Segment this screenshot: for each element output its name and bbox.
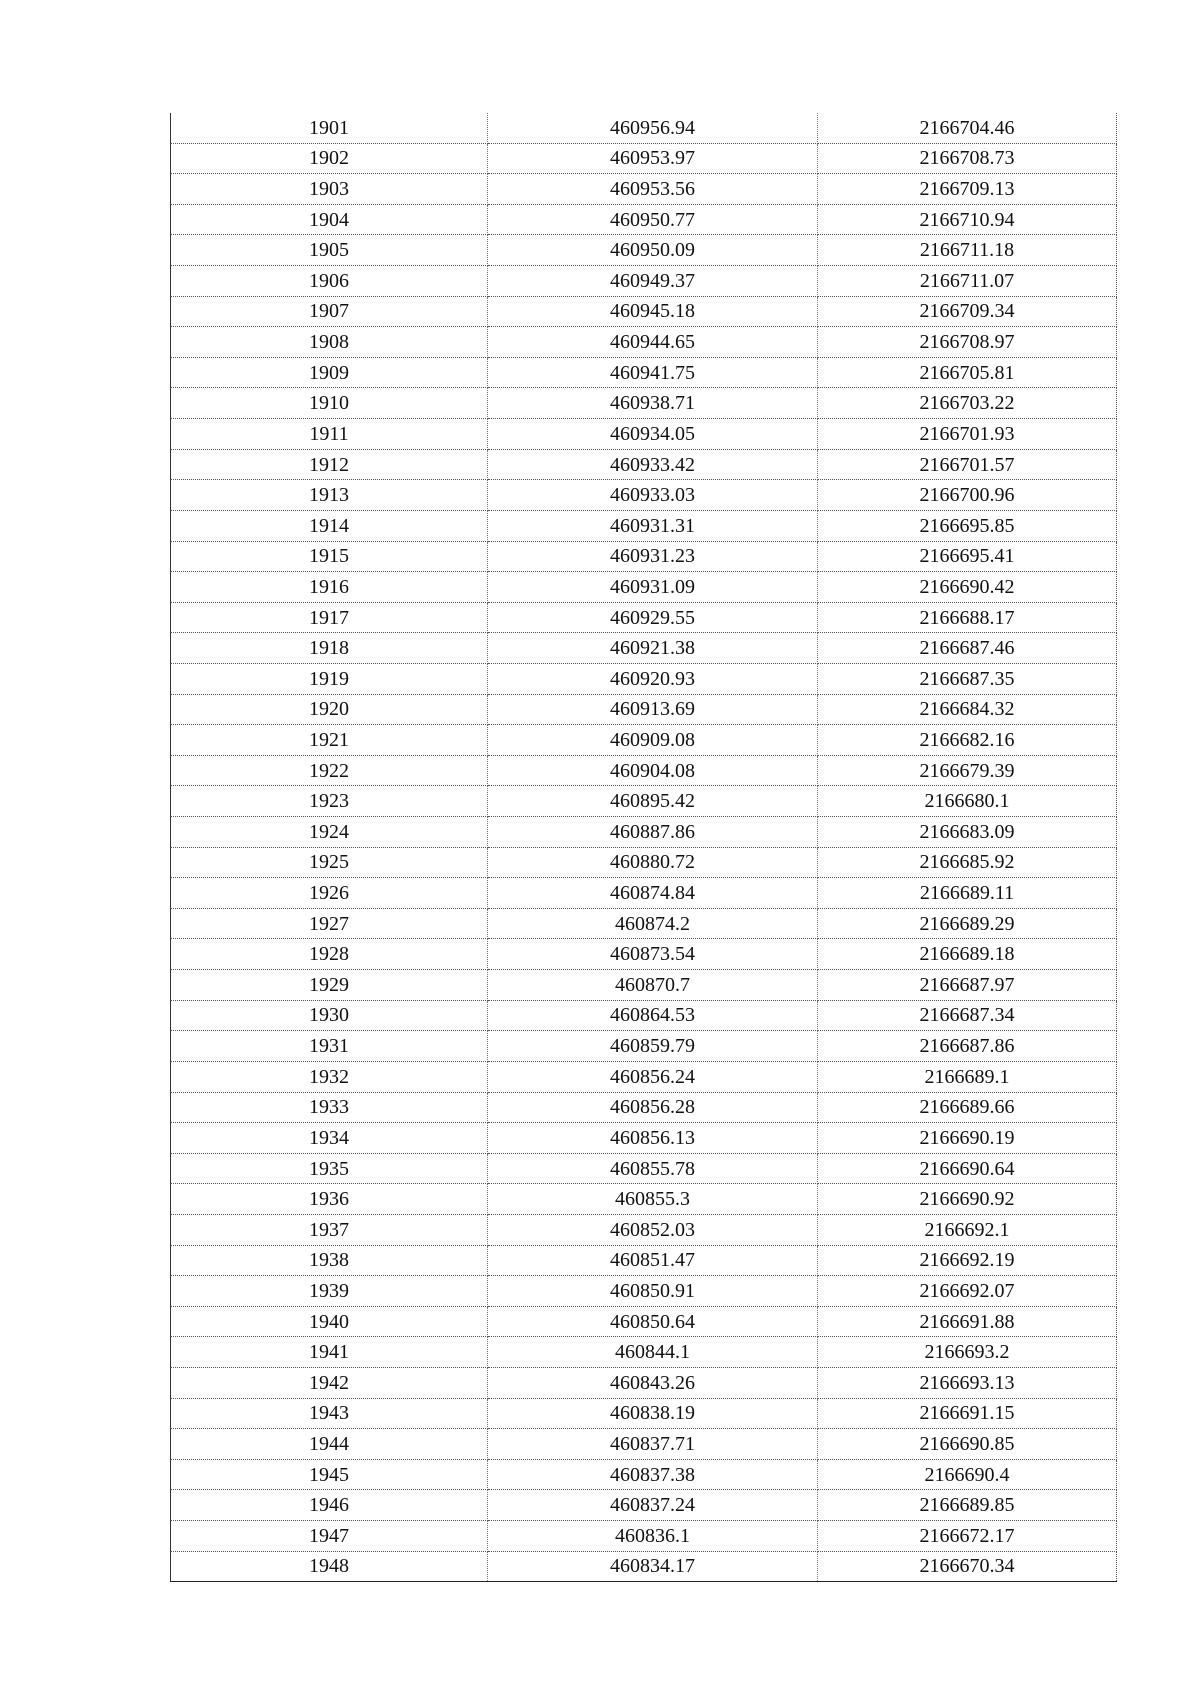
- y-coordinate-cell: 2166711.18: [818, 235, 1117, 266]
- x-coordinate-cell: 460931.31: [488, 510, 818, 541]
- y-coordinate-cell: 2166690.64: [818, 1153, 1117, 1184]
- y-coordinate-cell: 2166695.85: [818, 510, 1117, 541]
- x-coordinate-cell: 460929.55: [488, 602, 818, 633]
- table-row: [171, 1306, 1117, 1337]
- point-number-cell: 1923: [171, 786, 488, 817]
- table-row: [171, 1000, 1117, 1031]
- x-coordinate-cell: 460945.18: [488, 296, 818, 327]
- table-row: [171, 1061, 1117, 1092]
- y-coordinate-cell: 2166689.1: [818, 1061, 1117, 1092]
- y-coordinate-cell: 2166690.92: [818, 1184, 1117, 1215]
- point-number-cell: 1933: [171, 1092, 488, 1123]
- table-row: [171, 725, 1117, 756]
- table-row: [171, 1276, 1117, 1307]
- table-row: [171, 755, 1117, 786]
- x-coordinate-cell: 460834.17: [488, 1551, 818, 1582]
- x-coordinate-cell: 460859.79: [488, 1031, 818, 1062]
- table-row: [171, 1153, 1117, 1184]
- point-number-cell: 1944: [171, 1429, 488, 1460]
- point-number-cell: 1907: [171, 296, 488, 327]
- y-coordinate-cell: 2166690.4: [818, 1459, 1117, 1490]
- table-row: [171, 266, 1117, 297]
- y-coordinate-cell: 2166679.39: [818, 755, 1117, 786]
- x-coordinate-cell: 460850.64: [488, 1306, 818, 1337]
- y-coordinate-cell: 2166693.2: [818, 1337, 1117, 1368]
- point-number-cell: 1946: [171, 1490, 488, 1521]
- x-coordinate-cell: 460874.84: [488, 878, 818, 909]
- x-coordinate-cell: 460938.71: [488, 388, 818, 419]
- y-coordinate-cell: 2166687.35: [818, 663, 1117, 694]
- x-coordinate-cell: 460909.08: [488, 725, 818, 756]
- table-row: [171, 296, 1117, 327]
- y-coordinate-cell: 2166690.19: [818, 1123, 1117, 1154]
- table-row: [171, 1031, 1117, 1062]
- table-row: [171, 1214, 1117, 1245]
- table-row: [171, 1184, 1117, 1215]
- x-coordinate-cell: 460934.05: [488, 419, 818, 450]
- y-coordinate-cell: 2166684.32: [818, 694, 1117, 725]
- point-number-cell: 1916: [171, 572, 488, 603]
- coordinate-table-body: [171, 113, 1117, 1582]
- x-coordinate-cell: 460851.47: [488, 1245, 818, 1276]
- y-coordinate-cell: 2166709.34: [818, 296, 1117, 327]
- table-row: [171, 1092, 1117, 1123]
- x-coordinate-cell: 460931.23: [488, 541, 818, 572]
- x-coordinate-cell: 460837.38: [488, 1459, 818, 1490]
- x-coordinate-cell: 460856.24: [488, 1061, 818, 1092]
- x-coordinate-cell: 460864.53: [488, 1000, 818, 1031]
- point-number-cell: 1941: [171, 1337, 488, 1368]
- point-number-cell: 1939: [171, 1276, 488, 1307]
- table-row: [171, 1490, 1117, 1521]
- point-number-cell: 1927: [171, 908, 488, 939]
- x-coordinate-cell: 460950.77: [488, 204, 818, 235]
- x-coordinate-cell: 460895.42: [488, 786, 818, 817]
- x-coordinate-cell: 460933.03: [488, 480, 818, 511]
- y-coordinate-cell: 2166690.42: [818, 572, 1117, 603]
- point-number-cell: 1931: [171, 1031, 488, 1062]
- point-number-cell: 1919: [171, 663, 488, 694]
- point-number-cell: 1925: [171, 847, 488, 878]
- y-coordinate-cell: 2166704.46: [818, 113, 1117, 143]
- point-number-cell: 1947: [171, 1521, 488, 1552]
- table-row: [171, 572, 1117, 603]
- x-coordinate-cell: 460956.94: [488, 113, 818, 143]
- point-number-cell: 1934: [171, 1123, 488, 1154]
- table-row: [171, 174, 1117, 205]
- x-coordinate-cell: 460921.38: [488, 633, 818, 664]
- point-number-cell: 1905: [171, 235, 488, 266]
- point-number-cell: 1938: [171, 1245, 488, 1276]
- table-row: [171, 1123, 1117, 1154]
- x-coordinate-cell: 460838.19: [488, 1398, 818, 1429]
- point-number-cell: 1922: [171, 755, 488, 786]
- point-number-cell: 1942: [171, 1367, 488, 1398]
- point-number-cell: 1920: [171, 694, 488, 725]
- table-row: [171, 878, 1117, 909]
- table-row: [171, 143, 1117, 174]
- point-number-cell: 1917: [171, 602, 488, 633]
- table-row: [171, 357, 1117, 388]
- y-coordinate-cell: 2166692.19: [818, 1245, 1117, 1276]
- x-coordinate-cell: 460880.72: [488, 847, 818, 878]
- table-row: [171, 449, 1117, 480]
- point-number-cell: 1909: [171, 357, 488, 388]
- table-row: [171, 1337, 1117, 1368]
- x-coordinate-cell: 460844.1: [488, 1337, 818, 1368]
- y-coordinate-cell: 2166701.93: [818, 419, 1117, 450]
- point-number-cell: 1928: [171, 939, 488, 970]
- point-number-cell: 1908: [171, 327, 488, 358]
- x-coordinate-cell: 460887.86: [488, 817, 818, 848]
- y-coordinate-cell: 2166687.34: [818, 1000, 1117, 1031]
- point-number-cell: 1903: [171, 174, 488, 205]
- table-row: [171, 939, 1117, 970]
- y-coordinate-cell: 2166689.66: [818, 1092, 1117, 1123]
- table-row: [171, 970, 1117, 1001]
- table-row: [171, 327, 1117, 358]
- point-number-cell: 1945: [171, 1459, 488, 1490]
- point-number-cell: 1935: [171, 1153, 488, 1184]
- x-coordinate-cell: 460836.1: [488, 1521, 818, 1552]
- table-row: [171, 204, 1117, 235]
- x-coordinate-cell: 460920.93: [488, 663, 818, 694]
- table-row: [171, 633, 1117, 664]
- y-coordinate-cell: 2166670.34: [818, 1551, 1117, 1582]
- x-coordinate-cell: 460874.2: [488, 908, 818, 939]
- x-coordinate-cell: 460941.75: [488, 357, 818, 388]
- y-coordinate-cell: 2166700.96: [818, 480, 1117, 511]
- point-number-cell: 1913: [171, 480, 488, 511]
- table-row: [171, 113, 1117, 143]
- point-number-cell: 1936: [171, 1184, 488, 1215]
- table-row: [171, 663, 1117, 694]
- table-row: [171, 1459, 1117, 1490]
- point-number-cell: 1915: [171, 541, 488, 572]
- y-coordinate-cell: 2166691.15: [818, 1398, 1117, 1429]
- point-number-cell: 1914: [171, 510, 488, 541]
- y-coordinate-cell: 2166682.16: [818, 725, 1117, 756]
- table-row: [171, 817, 1117, 848]
- x-coordinate-cell: 460850.91: [488, 1276, 818, 1307]
- point-number-cell: 1912: [171, 449, 488, 480]
- point-number-cell: 1910: [171, 388, 488, 419]
- x-coordinate-cell: 460855.78: [488, 1153, 818, 1184]
- x-coordinate-cell: 460953.97: [488, 143, 818, 174]
- x-coordinate-cell: 460856.13: [488, 1123, 818, 1154]
- table-row: [171, 1521, 1117, 1552]
- y-coordinate-cell: 2166708.73: [818, 143, 1117, 174]
- table-row: [171, 1245, 1117, 1276]
- x-coordinate-cell: 460913.69: [488, 694, 818, 725]
- y-coordinate-cell: 2166693.13: [818, 1367, 1117, 1398]
- point-number-cell: 1948: [171, 1551, 488, 1582]
- point-number-cell: 1943: [171, 1398, 488, 1429]
- y-coordinate-cell: 2166711.07: [818, 266, 1117, 297]
- table-row: [171, 908, 1117, 939]
- x-coordinate-cell: 460852.03: [488, 1214, 818, 1245]
- table-row: [171, 1398, 1117, 1429]
- y-coordinate-cell: 2166695.41: [818, 541, 1117, 572]
- x-coordinate-cell: 460873.54: [488, 939, 818, 970]
- point-number-cell: 1929: [171, 970, 488, 1001]
- y-coordinate-cell: 2166689.11: [818, 878, 1117, 909]
- x-coordinate-cell: 460855.3: [488, 1184, 818, 1215]
- x-coordinate-cell: 460843.26: [488, 1367, 818, 1398]
- table-row: [171, 541, 1117, 572]
- table-row: [171, 602, 1117, 633]
- table-row: [171, 388, 1117, 419]
- point-number-cell: 1930: [171, 1000, 488, 1031]
- y-coordinate-cell: 2166680.1: [818, 786, 1117, 817]
- point-number-cell: 1918: [171, 633, 488, 664]
- x-coordinate-cell: 460837.71: [488, 1429, 818, 1460]
- y-coordinate-cell: 2166710.94: [818, 204, 1117, 235]
- y-coordinate-cell: 2166688.17: [818, 602, 1117, 633]
- table-row: [171, 847, 1117, 878]
- y-coordinate-cell: 2166687.46: [818, 633, 1117, 664]
- y-coordinate-cell: 2166692.1: [818, 1214, 1117, 1245]
- x-coordinate-cell: 460931.09: [488, 572, 818, 603]
- point-number-cell: 1937: [171, 1214, 488, 1245]
- point-number-cell: 1940: [171, 1306, 488, 1337]
- x-coordinate-cell: 460933.42: [488, 449, 818, 480]
- y-coordinate-cell: 2166685.92: [818, 847, 1117, 878]
- table-row: [171, 1429, 1117, 1460]
- point-number-cell: 1932: [171, 1061, 488, 1092]
- y-coordinate-cell: 2166705.81: [818, 357, 1117, 388]
- table-row: [171, 235, 1117, 266]
- y-coordinate-cell: 2166687.97: [818, 970, 1117, 1001]
- table-row: [171, 419, 1117, 450]
- y-coordinate-cell: 2166687.86: [818, 1031, 1117, 1062]
- table-row: [171, 1551, 1117, 1582]
- table-row: [171, 480, 1117, 511]
- x-coordinate-cell: 460904.08: [488, 755, 818, 786]
- x-coordinate-cell: 460870.7: [488, 970, 818, 1001]
- y-coordinate-cell: 2166691.88: [818, 1306, 1117, 1337]
- y-coordinate-cell: 2166689.18: [818, 939, 1117, 970]
- x-coordinate-cell: 460950.09: [488, 235, 818, 266]
- y-coordinate-cell: 2166708.97: [818, 327, 1117, 358]
- point-number-cell: 1926: [171, 878, 488, 909]
- y-coordinate-cell: 2166683.09: [818, 817, 1117, 848]
- y-coordinate-cell: 2166672.17: [818, 1521, 1117, 1552]
- x-coordinate-cell: 460949.37: [488, 266, 818, 297]
- table-row: [171, 1367, 1117, 1398]
- x-coordinate-cell: 460944.65: [488, 327, 818, 358]
- x-coordinate-cell: 460837.24: [488, 1490, 818, 1521]
- y-coordinate-cell: 2166689.29: [818, 908, 1117, 939]
- point-number-cell: 1906: [171, 266, 488, 297]
- y-coordinate-cell: 2166690.85: [818, 1429, 1117, 1460]
- point-number-cell: 1924: [171, 817, 488, 848]
- y-coordinate-cell: 2166701.57: [818, 449, 1117, 480]
- y-coordinate-cell: 2166703.22: [818, 388, 1117, 419]
- y-coordinate-cell: 2166689.85: [818, 1490, 1117, 1521]
- point-number-cell: 1902: [171, 143, 488, 174]
- point-number-cell: 1901: [171, 113, 488, 143]
- x-coordinate-cell: 460856.28: [488, 1092, 818, 1123]
- point-number-cell: 1911: [171, 419, 488, 450]
- point-number-cell: 1904: [171, 204, 488, 235]
- coordinate-table: [170, 113, 1117, 1582]
- y-coordinate-cell: 2166692.07: [818, 1276, 1117, 1307]
- point-number-cell: 1921: [171, 725, 488, 756]
- x-coordinate-cell: 460953.56: [488, 174, 818, 205]
- table-row: [171, 694, 1117, 725]
- y-coordinate-cell: 2166709.13: [818, 174, 1117, 205]
- table-row: [171, 510, 1117, 541]
- table-row: [171, 786, 1117, 817]
